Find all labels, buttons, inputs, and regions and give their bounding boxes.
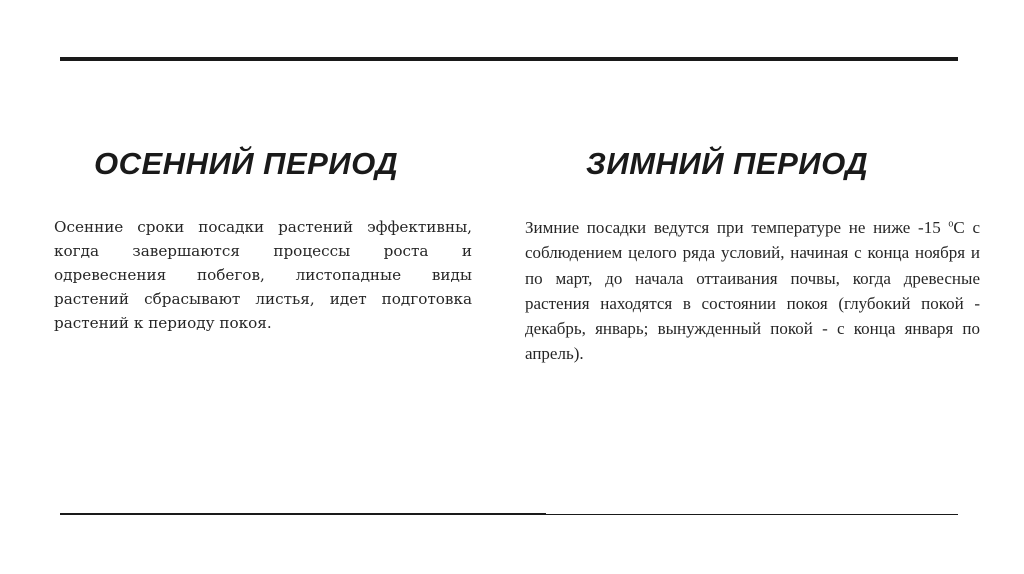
degree-mark: о — [948, 218, 954, 230]
bottom-divider-right — [546, 514, 958, 515]
winter-period-heading: ЗИМНИЙ ПЕРИОД — [586, 146, 869, 181]
winter-period-text — [525, 215, 980, 367]
winter-text-part-2: С с соблюдением целого ряда условий, начиная с конца ноября и по март, до начала оттаивания почвы, когда древесные растения находятся в состоянии покоя (глубокий покой - декабрь, январь; вынужденный покой - с конца января по апрель). — [525, 218, 980, 364]
winter-text-part-1: Зимние посадки ведутся при температуре не ниже -15 — [525, 218, 949, 237]
autumn-period-heading: ОСЕННИЙ ПЕРИОД — [94, 146, 399, 181]
bottom-divider-left — [60, 513, 546, 515]
autumn-period-text: Осенние сроки посадки растений эффективны, когда завершаются процессы роста и одревеснения побегов, листопадные виды растений сбрасывают листья, идет подготовка растений к периоду покоя. — [54, 218, 472, 332]
top-divider — [60, 57, 958, 61]
